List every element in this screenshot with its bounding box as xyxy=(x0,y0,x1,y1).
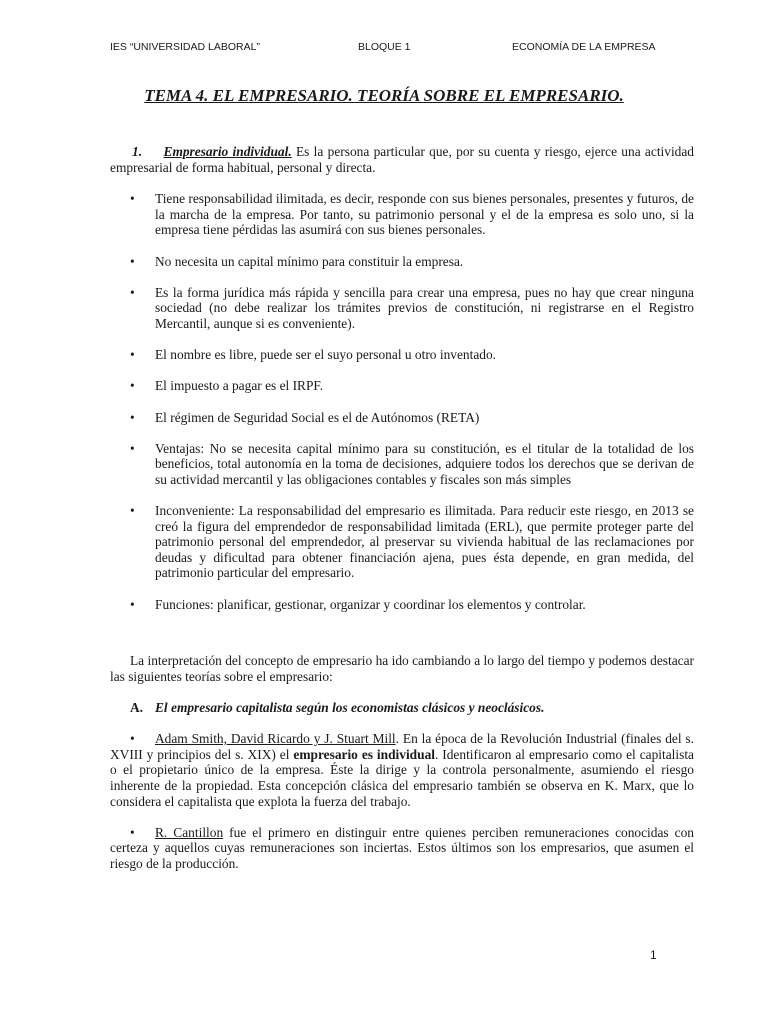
list-item: • No necesita un capital mínimo para constituir la empresa. xyxy=(130,253,464,269)
page-number: 1 xyxy=(650,948,657,962)
section-a-heading xyxy=(110,700,694,716)
bullet-icon: • xyxy=(130,440,135,456)
bullet-icon: • xyxy=(130,347,135,363)
bullet-icon: • xyxy=(130,824,135,840)
theory-1-emphasis: empresario es individual xyxy=(293,746,435,762)
theory-1-authors: Adam Smith, David Ricardo y J. Stuart Mill xyxy=(155,731,396,747)
list-item: • Inconveniente: La responsabilidad del empresario es ilimitada. Para reducir este riesgo, en 2013 se creó la figura del emprendedor de responsabilidad limitada (ERL), que permite proteger parte del patrimonio personal del emprendedor, al preservar su vivienda habitual de las reclamaciones por deudas y dificultad para obtener financiación ajena, pues ésta depende, en gran medida, del patrimonio particular del empresario. xyxy=(130,503,694,581)
bullet-icon: • xyxy=(130,731,135,747)
theories-intro: La interpretación del concepto de empresario ha ido cambiando a lo largo del tiempo y podemos destacar las siguientes teorías sobre el empresario: xyxy=(110,653,694,684)
list-item: • Ventajas: No se necesita capital mínimo para su constitución, es el titular de la totalidad de los beneficios, total autonomía en la toma de decisiones, adquiere todos los derechos que se derivan de su actividad mercantil y las obligaciones contables y fiscales son más simples xyxy=(130,440,694,487)
document-body xyxy=(110,144,694,872)
list-item: • Es la forma jurídica más rápida y sencilla para crear una empresa, pues no hay que crear ninguna sociedad (no debe realizar los trámites previos de constitución, ni registrarse en el Registro Mercantil, aunque si es conveniente). xyxy=(130,284,694,331)
bullet-icon: • xyxy=(130,253,135,269)
section-1-text: Es la persona particular que, por su cuenta y riesgo, ejerce una actividad empresarial de forma habitual, personal y directa. xyxy=(110,144,695,175)
bullet-icon: • xyxy=(130,503,135,519)
document-title: TEMA 4. EL EMPRESARIO. TEORÍA SOBRE EL EMPRESARIO. xyxy=(144,86,624,105)
bullet-icon: • xyxy=(130,409,135,425)
list-item: • Tiene responsabilidad ilimitada, es decir, responde con sus bienes personales, presentes y futuros, de la marcha de la empresa. Por tanto, su patrimonio personal y el de la empresa es solo uno, si la empresa tiene pérdidas las asumirá con sus bienes personales. xyxy=(130,191,694,238)
page-header xyxy=(110,41,670,57)
list-item: • Funciones: planificar, gestionar, organizar y coordinar los elementos y controlar. xyxy=(130,596,586,612)
theory-2-author: R. Cantillon xyxy=(155,824,224,840)
section-a-title: El empresario capitalista según los economistas clásicos y neoclásicos. xyxy=(155,700,545,715)
section-1-paragraph xyxy=(110,144,694,175)
list-item: • El nombre es libre, puede ser el suyo personal u otro inventado. xyxy=(130,347,496,363)
list-item: • El impuesto a pagar es el IRPF. xyxy=(130,378,324,394)
bullet-icon: • xyxy=(130,596,135,612)
header-subject: ECONOMÍA DE LA EMPRESA xyxy=(512,41,656,53)
header-school: IES “UNIVERSIDAD LABORAL” xyxy=(110,41,260,53)
features-list xyxy=(110,191,694,612)
section-1-heading: Empresario individual. xyxy=(163,144,292,159)
list-item: • El régimen de Seguridad Social es el de Autónomos (RETA) xyxy=(130,409,480,425)
bullet-icon: • xyxy=(130,191,135,207)
bullet-icon: • xyxy=(130,284,135,300)
theory-cantillon: • R. Cantillon fue el primero en distinguir entre quienes perciben remuneraciones conocidas con certeza y aquellos cuyas remuneraciones son inciertas. Estos últimos son los empresarios, que asumen el riesgo de la producción. xyxy=(110,824,694,871)
theory-classical-economists: • Adam Smith, David Ricardo y J. Stuart Mill. En la época de la Revolución Industrial (finales del s. XVIII y principios del s. XIX) el empresario es individual. Identificaron al empresario como el capitalista o el propietario único de la empresa. Éste la dirige y la controla personalmente, asumiendo el riesgo inherente de la propiedad. Esta concepción clásica del empresario también se observa en K. Marx, que lo considera el capitalista que explota la fuerza del trabajo. xyxy=(110,731,694,809)
section-a-letter: A. xyxy=(130,700,144,715)
bullet-icon: • xyxy=(130,378,135,394)
section-1-number: 1. xyxy=(132,144,143,159)
header-block: BLOQUE 1 xyxy=(358,41,411,53)
